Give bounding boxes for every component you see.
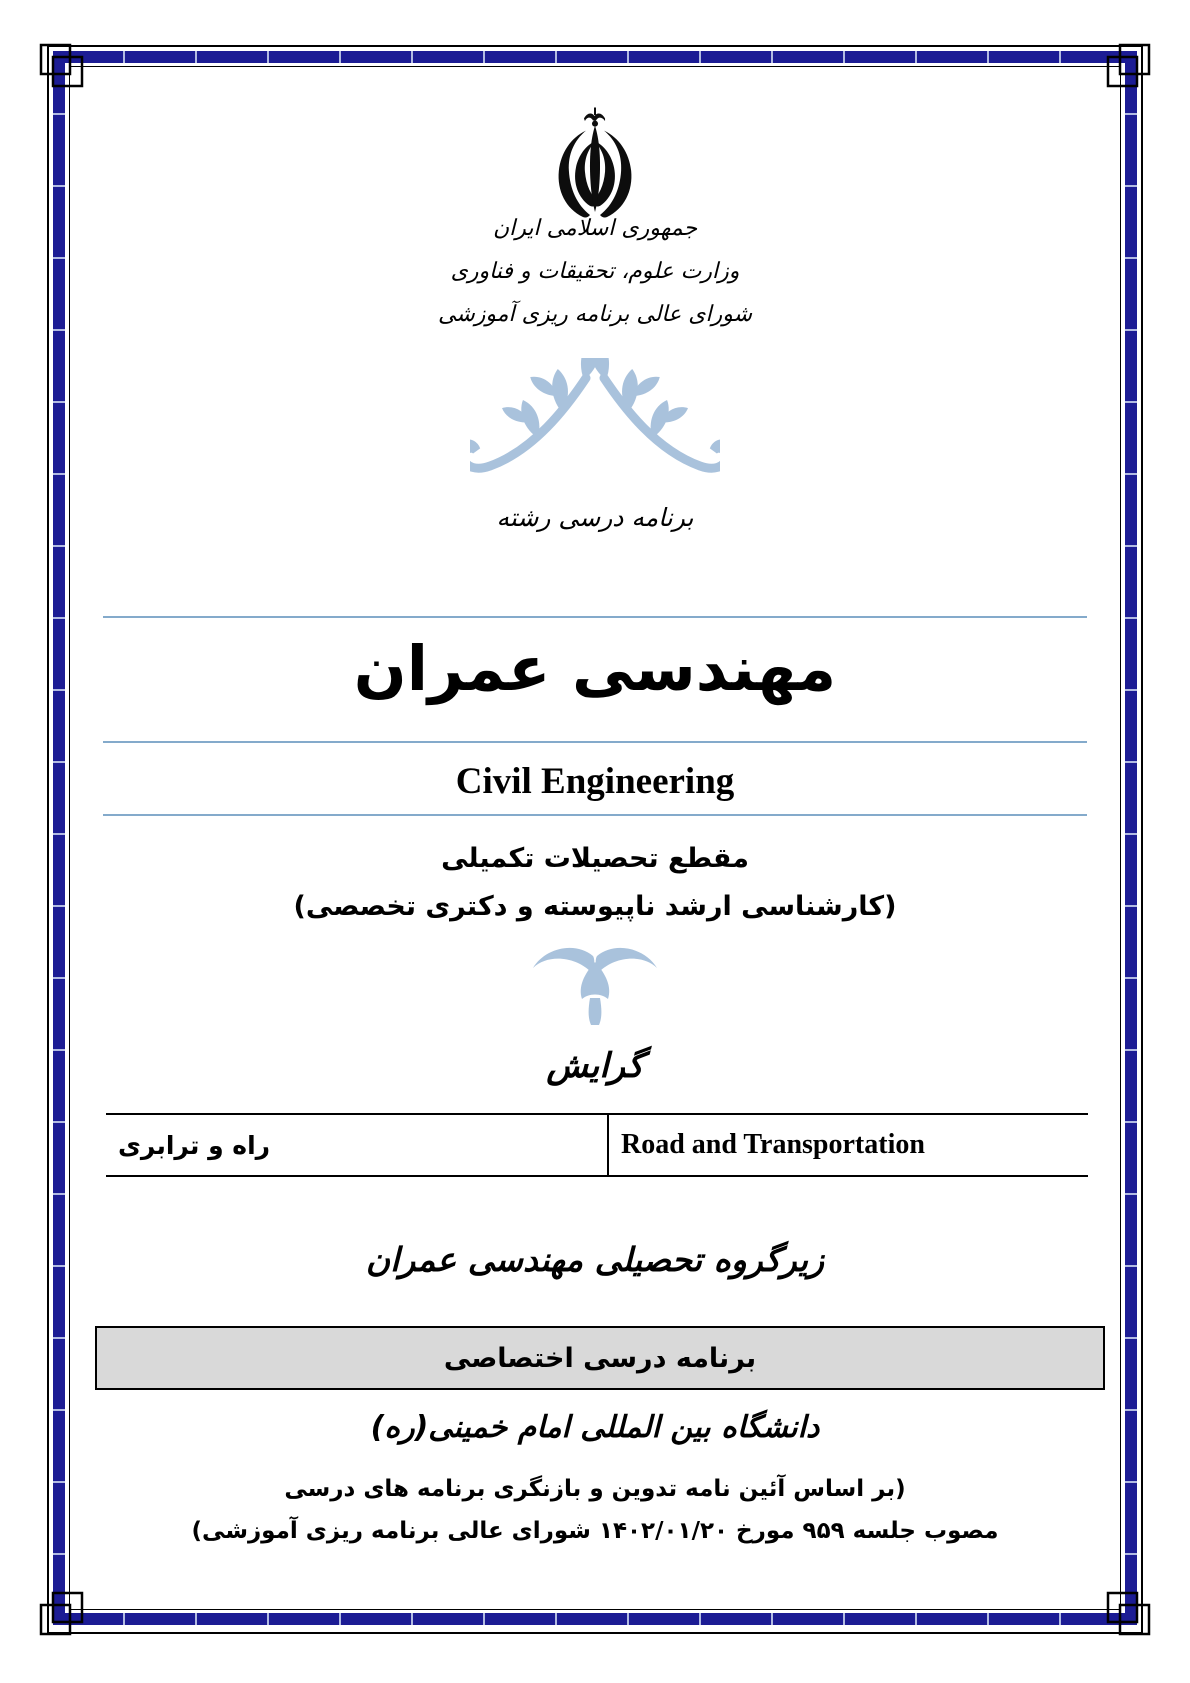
specialization-value-english: Road and Transportation: [621, 1129, 925, 1160]
emblem-container: [0, 106, 1190, 228]
divider-rule-bottom: [103, 814, 1087, 816]
specialization-value-persian: راه و ترابری: [118, 1130, 271, 1160]
frame-band-right: [1125, 51, 1137, 1625]
frame-corner-icon: [39, 1588, 87, 1636]
iran-emblem-icon: [554, 106, 636, 224]
ornament-container: [0, 358, 1190, 484]
frame-band-bottom: [53, 1613, 1137, 1625]
specialization-label: گرایش: [546, 1046, 644, 1086]
level-line-degrees: (کارشناسی ارشد ناپیوسته و دکتری تخصصی): [293, 891, 897, 922]
program-intro-label: برنامه درسی رشته: [496, 503, 694, 532]
specialization-cell-persian: [106, 1115, 609, 1175]
header-line-ministry: وزارت علوم، تحقیقات و فناوری: [450, 259, 740, 284]
frame-band-left: [53, 51, 65, 1625]
frame-corner-icon: [1103, 1588, 1151, 1636]
page-title-persian: مهندسی عمران: [353, 632, 837, 705]
floral-flourish-icon: [470, 358, 720, 480]
university-name: دانشگاه بین المللی امام خمینی(ره): [370, 1410, 820, 1445]
header-line-republic: جمهوری اسلامی ایران: [492, 216, 698, 241]
frame-band-top: [53, 51, 1137, 63]
specialization-cell-english: [609, 1115, 1088, 1175]
header-line-council: شورای عالی برنامه ریزی آموزشی: [437, 302, 753, 327]
banner-label: برنامه درسی اختصاصی: [443, 1342, 757, 1374]
footer-approval-line: مصوب جلسه ۹۵۹ مورخ ۱۴۰۲/۰۱/۲۰ شورای عالی برنامه ریزی آموزشی): [191, 1518, 999, 1544]
specialized-curriculum-banner: [95, 1326, 1105, 1390]
footer-regulation-line: (بر اساس آئین نامه تدوین و بازنگری برنامه های درسی: [284, 1476, 906, 1502]
small-ornament-container: [0, 940, 1190, 1030]
subgroup-label: زیرگروه تحصیلی مهندسی عمران: [365, 1240, 825, 1279]
fleur-ornament-icon: [530, 940, 660, 1026]
divider-rule-middle: [103, 741, 1087, 743]
frame-corner-icon: [1103, 43, 1151, 91]
level-line-graduate: مقطع تحصیلات تکمیلی: [441, 843, 749, 874]
page-title-english: Civil Engineering: [455, 761, 735, 802]
frame-corner-icon: [39, 43, 87, 91]
specialization-table: [106, 1113, 1088, 1177]
divider-rule-top: [103, 616, 1087, 618]
